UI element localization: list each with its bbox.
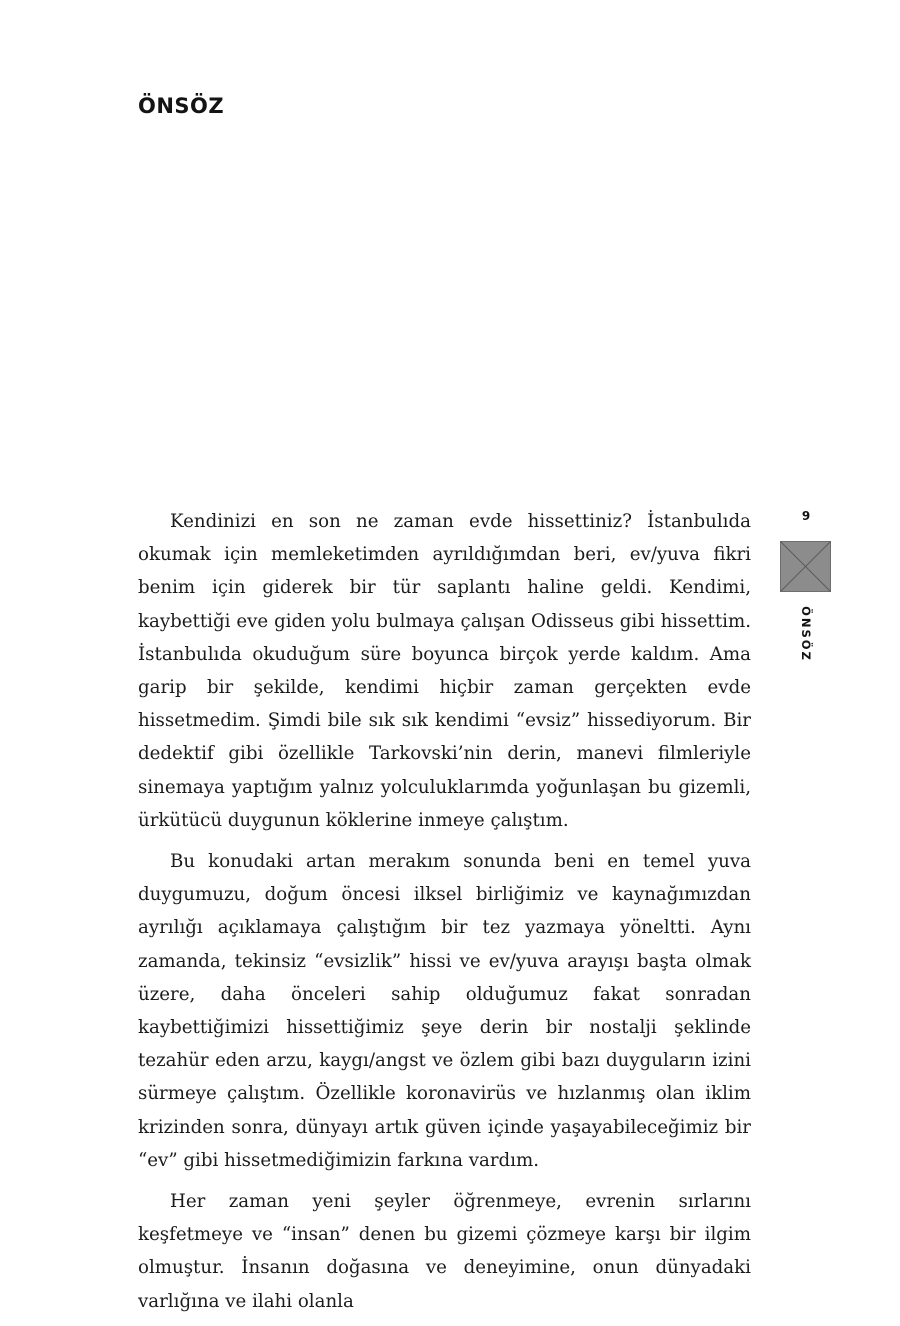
paragraph-2: Bu konudaki artan merakım sonunda beni en temel yuva duygumuzu, doğum öncesi ilksel birliğimiz ve kaynağımızdan ayrılığı açıklamaya çalıştığım bir tez yazmaya yöneltti. Aynı zamanda, tekinsiz “evsizlik” hissi ve ev/yuva arayışı başta olmak üzere, daha önceleri sahip olduğumuz fakat sonradan kaybettiğimizi hissettiğimiz şeye derin bir nostalji şeklinde tezahür eden arzu, kaygı/angst ve özlem gibi bazı duyguların izini sürmeye çalıştım. Özellikle koronavirüs ve hızlanmış olan iklim krizinden sonra, dünyayı artık güven içinde yaşayabileceğimiz bir “ev” gibi hissetmediğimizin farkına vardım. bbox=[138, 851, 751, 1171]
paragraph-3: Her zaman yeni şeyler öğrenmeye, evrenin sırlarını keşfetmeye ve “insan” denen bu gizemi çözmeye karşı bir ilgim olmuştur. İnsanın doğasına ve deneyimine, onun dünyadaki varlığına ve ilahi olanla bbox=[138, 1191, 751, 1312]
side-chapter-label: ÖNSÖZ bbox=[799, 606, 813, 662]
body-text bbox=[138, 505, 751, 1326]
chapter-title: ÖNSÖZ bbox=[138, 94, 225, 118]
crossed-square-icon bbox=[780, 541, 831, 592]
paragraph-1: Kendinizi en son ne zaman evde hissettiniz? İstanbulıda okumak için memleketimden ayrıldığımdan beri, ev/yuva fikri benim için giderek bir tür saplantı haline geldi. Kendimi, kaybettiği eve giden yolu bulmaya çalışan Odisseus gibi hissettim. İstanbulıda okuduğum süre boyunca birçok yerde kaldım. Ama garip bir şekilde, kendimi hiçbir zaman gerçekten evde hissetmedim. Şimdi bile sık sık kendimi “evsiz” hissediyorum. Bir dedektif gibi özellikle Tarkovski’nin derin, manevi filmleriyle sinemaya yaptığım yalnız yolculuklarımda yoğunlaşan bu gizemli, ürkütücü duygunun köklerine inmeye çalıştım. bbox=[138, 511, 751, 831]
page-number: 9 bbox=[801, 509, 811, 523]
